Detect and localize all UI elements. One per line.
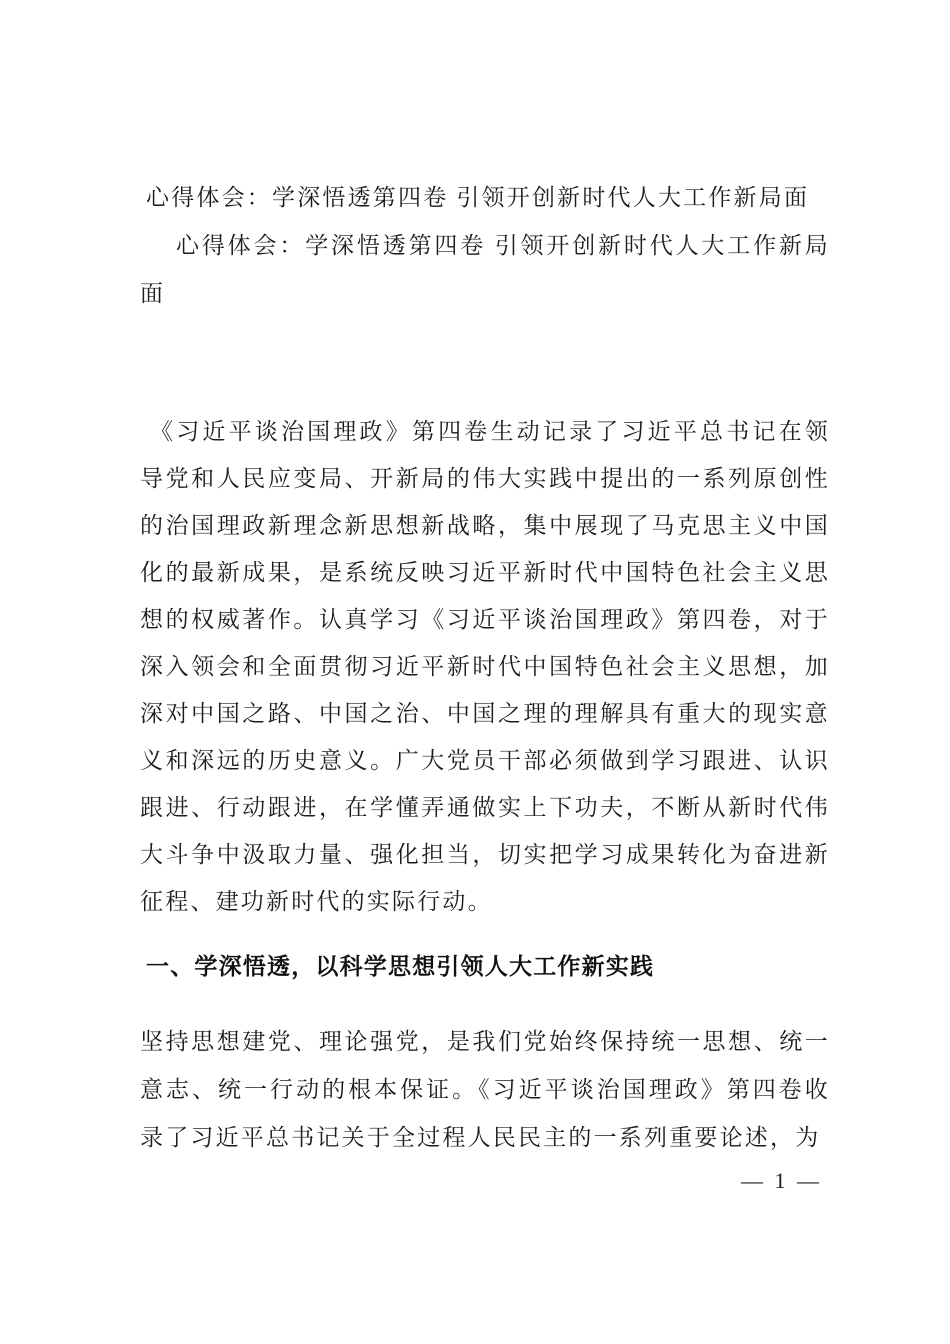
page-number: — 1 —	[741, 1168, 822, 1193]
intro-paragraph: 《习近平谈治国理政》第四卷生动记录了习近平总书记在领导党和人民应变局、开新局的伟大实践中提出的一系列原创性的治国理政新理念新思想新战略，集中展现了马克思主义中国化的最新成果，是系统反映习近平新时代中国特色社会主义思想的权威著作。认真学习《习近平谈治国理政》第四卷，对于深入领会和全面贯彻习近平新时代中国特色社会主义思想，加深对中国之路、中国之治、中国之理的理解具有重大的现实意义和深远的历史意义。广大党员干部必须做到学习跟进、认识跟进、行动跟进，在学懂弄通做实上下功夫，不断从新时代伟大斗争中汲取力量、强化担当，切实把学习成果转化为奋进新征程、建功新时代的实际行动。	[140, 419, 830, 914]
section-heading: 一、学深悟透，以科学思想引领人大工作新实践	[146, 953, 655, 979]
document-title-repeat: 心得体会：学深悟透第四卷 引领开创新时代人大工作新局面	[140, 233, 830, 306]
document-title: 心得体会：学深悟透第四卷 引领开创新时代人大工作新局面	[146, 185, 810, 210]
section-paragraph: 坚持思想建党、理论强党，是我们党始终保持统一思想、统一意志、统一行动的根本保证。《习近平谈治国理政》第四卷收录了习近平总书记关于全过程人民民主的一系列重要论述，为	[140, 1029, 830, 1150]
